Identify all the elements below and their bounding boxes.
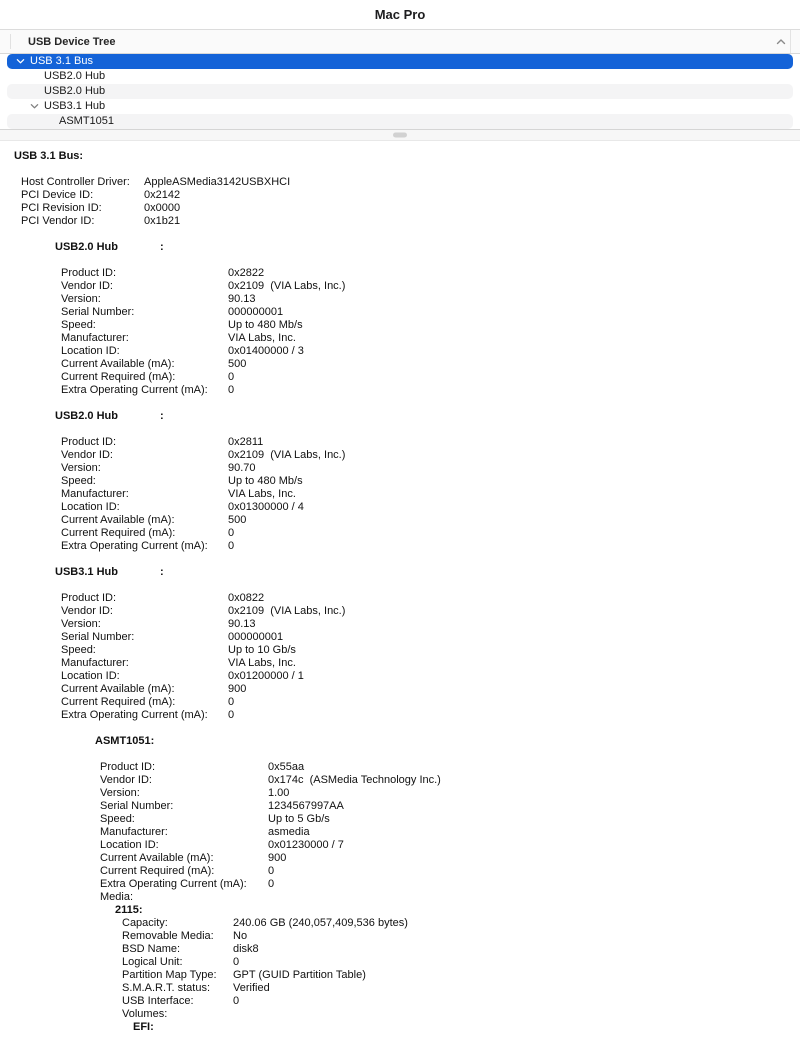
detail-label: Speed: [61, 319, 96, 331]
detail-heading: EFI: [133, 1021, 154, 1033]
detail-row [0, 878, 800, 891]
detail-value: 000000001 [228, 306, 284, 318]
detail-row [0, 358, 800, 371]
detail-value: 900 [228, 683, 247, 695]
detail-row [0, 345, 800, 358]
detail-value: 500 [228, 514, 247, 526]
detail-label: Serial Number: [61, 306, 135, 318]
detail-value: 0 [228, 709, 235, 721]
detail-row [0, 813, 800, 826]
detail-row [0, 865, 800, 878]
detail-row [0, 384, 800, 397]
detail-value: 900 [268, 852, 287, 864]
detail-label: Manufacturer: [61, 332, 129, 344]
detail-value: disk8 [233, 943, 259, 955]
detail-row [0, 969, 800, 982]
window-title: Mac Pro [374, 7, 426, 22]
tree-row-asmt1051[interactable] [7, 114, 793, 129]
detail-label: Manufacturer: [61, 657, 129, 669]
detail-row [0, 319, 800, 332]
detail-value: 0x2142 [144, 189, 181, 201]
detail-row [0, 787, 800, 800]
detail-value: 0x2109 (VIA Labs, Inc.) [228, 280, 346, 292]
detail-heading: USB2.0 Hub : [55, 241, 164, 253]
detail-label: Vendor ID: [61, 280, 113, 292]
detail-row [0, 215, 800, 228]
detail-label: Current Required (mA): [61, 696, 176, 708]
details-pane [0, 141, 800, 1044]
chevron-up-icon[interactable] [775, 30, 787, 53]
detail-value: 0 [228, 540, 235, 552]
detail-label: Current Available (mA): [61, 683, 175, 695]
detail-label: Product ID: [61, 267, 117, 279]
tree-row-label: USB 3.1 Bus [30, 55, 93, 67]
detail-row [0, 709, 800, 722]
tree-row-usb3-1-hub[interactable] [7, 99, 793, 114]
detail-label: Manufacturer: [100, 826, 168, 838]
detail-value: 0x01400000 / 3 [228, 345, 304, 357]
detail-value: 0 [233, 956, 240, 968]
tree-row-label: USB2.0 Hub [44, 70, 106, 82]
detail-label: Manufacturer: [61, 488, 129, 500]
detail-value: VIA Labs, Inc. [228, 488, 296, 500]
detail-value: Verified [233, 982, 270, 994]
detail-label: Current Required (mA): [61, 371, 176, 383]
header-right-divider [790, 30, 791, 53]
detail-value: Up to 10 Gb/s [228, 644, 296, 656]
splitter [0, 129, 800, 141]
detail-label: Location ID: [61, 345, 120, 357]
detail-row [0, 852, 800, 865]
detail-value: 90.13 [228, 293, 256, 305]
detail-value: GPT (GUID Partition Table) [233, 969, 366, 981]
detail-value: 0x2109 (VIA Labs, Inc.) [228, 449, 346, 461]
detail-row [0, 631, 800, 644]
chevron-down-icon[interactable] [14, 57, 26, 66]
header-divider [10, 34, 11, 49]
detail-value: VIA Labs, Inc. [228, 657, 296, 669]
detail-value: 0x2811 [228, 436, 264, 448]
detail-row [0, 280, 800, 293]
detail-value: 0 [228, 371, 235, 383]
detail-label: Extra Operating Current (mA): [61, 709, 208, 721]
detail-row [0, 696, 800, 709]
detail-label: Speed: [61, 475, 96, 487]
detail-label: Extra Operating Current (mA): [61, 384, 208, 396]
detail-label: Current Available (mA): [100, 852, 214, 864]
detail-label: Media: [100, 891, 134, 903]
detail-label: Speed: [61, 644, 96, 656]
tree-row-usb-3-1-bus[interactable] [7, 54, 793, 69]
detail-value: 0x2109 (VIA Labs, Inc.) [228, 605, 346, 617]
detail-label: Logical Unit: [122, 956, 183, 968]
spacer [0, 722, 800, 735]
detail-row [0, 475, 800, 488]
detail-label: Extra Operating Current (mA): [61, 540, 208, 552]
detail-value: Up to 5 Gb/s [268, 813, 330, 825]
tree-row-usb2-0-hub[interactable] [7, 84, 793, 99]
tree-row-label: ASMT1051 [59, 115, 115, 127]
detail-row [0, 839, 800, 852]
detail-value: Up to 480 Mb/s [228, 319, 303, 331]
detail-label: Product ID: [61, 436, 117, 448]
detail-row [0, 449, 800, 462]
detail-row [0, 930, 800, 943]
detail-row [0, 176, 800, 189]
detail-row [0, 1008, 800, 1021]
detail-heading: USB2.0 Hub : [55, 410, 164, 422]
detail-label: BSD Name: [122, 943, 181, 955]
detail-heading: USB3.1 Hub : [55, 566, 164, 578]
splitter-handle[interactable] [393, 133, 407, 138]
detail-value: AppleASMedia3142USBXHCI [144, 176, 291, 188]
detail-value: 0x0000 [144, 202, 181, 214]
detail-value: VIA Labs, Inc. [228, 332, 296, 344]
detail-row [0, 956, 800, 969]
detail-value: 0x2822 [228, 267, 265, 279]
detail-value: 1234567997AA [268, 800, 344, 812]
detail-heading: 2115: [115, 904, 143, 916]
detail-row [0, 670, 800, 683]
detail-label: Removable Media: [122, 930, 214, 942]
detail-row [0, 488, 800, 501]
detail-row [0, 293, 800, 306]
detail-label: Current Available (mA): [61, 514, 175, 526]
detail-row [0, 267, 800, 280]
detail-row [0, 995, 800, 1008]
detail-heading: USB 3.1 Bus: [14, 150, 84, 162]
detail-label: Current Available (mA): [61, 358, 175, 370]
detail-label: Location ID: [100, 839, 159, 851]
detail-heading-text: USB2.0 Hub [55, 410, 118, 422]
spacer [0, 553, 800, 566]
detail-heading-text: USB 3.1 Bus [14, 150, 80, 162]
detail-value: 1.00 [268, 787, 290, 799]
detail-row [0, 592, 800, 605]
detail-label: PCI Device ID: [21, 189, 94, 201]
detail-value: 000000001 [228, 631, 284, 643]
detail-value: 0 [228, 384, 235, 396]
detail-value: 90.13 [228, 618, 256, 630]
detail-row [0, 800, 800, 813]
detail-value: 0 [233, 995, 240, 1007]
detail-value: 0x01200000 / 1 [228, 670, 304, 682]
detail-row [0, 917, 800, 930]
detail-label: Version: [61, 462, 101, 474]
detail-label: Host Controller Driver: [21, 176, 130, 188]
detail-row [0, 436, 800, 449]
detail-heading: ASMT1051: [95, 735, 155, 747]
spacer [0, 163, 800, 176]
detail-label: Current Required (mA): [61, 527, 176, 539]
detail-label: PCI Revision ID: [21, 202, 102, 214]
detail-value: 500 [228, 358, 247, 370]
detail-row [0, 202, 800, 215]
detail-row [0, 982, 800, 995]
detail-label: Version: [61, 293, 101, 305]
detail-value: 0 [268, 878, 275, 890]
spacer [0, 748, 800, 761]
detail-row [0, 332, 800, 345]
section-title: USB Device Tree [28, 35, 116, 48]
detail-row [0, 774, 800, 787]
detail-label: Volumes: [122, 1008, 168, 1020]
detail-value: 0x55aa [268, 761, 305, 773]
detail-label: S.M.A.R.T. status: [122, 982, 211, 994]
detail-row [0, 943, 800, 956]
detail-value: 0 [268, 865, 275, 877]
spacer [0, 579, 800, 592]
detail-value: 0x0822 [228, 592, 265, 604]
detail-heading-text: ASMT1051 [95, 735, 151, 747]
detail-row [0, 371, 800, 384]
detail-label: Serial Number: [61, 631, 135, 643]
detail-row [0, 657, 800, 670]
detail-value: No [233, 930, 248, 942]
detail-label: Partition Map Type: [122, 969, 217, 981]
detail-row [0, 514, 800, 527]
detail-label: Version: [100, 787, 140, 799]
detail-label: Product ID: [100, 761, 156, 773]
detail-value: 0x174c (ASMedia Technology Inc.) [268, 774, 441, 786]
spacer [0, 254, 800, 267]
detail-value: Up to 480 Mb/s [228, 475, 303, 487]
detail-value: 0 [228, 527, 235, 539]
spacer [0, 397, 800, 410]
detail-label: PCI Vendor ID: [21, 215, 95, 227]
detail-value: 240.06 GB (240,057,409,536 bytes) [233, 917, 408, 929]
detail-row [0, 462, 800, 475]
detail-row [0, 644, 800, 657]
detail-value: 90.70 [228, 462, 256, 474]
detail-row [0, 826, 800, 839]
detail-label: Product ID: [61, 592, 117, 604]
detail-value: 0 [228, 696, 235, 708]
detail-row [0, 761, 800, 774]
detail-value: asmedia [268, 826, 310, 838]
detail-label: Current Required (mA): [100, 865, 215, 877]
detail-value: 0x01300000 / 4 [228, 501, 304, 513]
spacer [0, 228, 800, 241]
usb-device-tree-header [0, 29, 800, 54]
tree-row-usb2-0-hub[interactable] [7, 69, 793, 84]
detail-label: Capacity: [122, 917, 168, 929]
chevron-down-icon[interactable] [28, 102, 40, 111]
detail-value: 0x1b21 [144, 215, 181, 227]
detail-heading-text: EFI [133, 1021, 151, 1033]
detail-label: Vendor ID: [61, 605, 113, 617]
detail-row [0, 683, 800, 696]
detail-heading-text: 2115 [115, 904, 139, 916]
detail-row [0, 540, 800, 553]
detail-row [0, 501, 800, 514]
window-titlebar [0, 0, 800, 29]
detail-label: Extra Operating Current (mA): [100, 878, 247, 890]
detail-label: Vendor ID: [100, 774, 152, 786]
tree-row-label: USB3.1 Hub [44, 100, 106, 112]
detail-heading-text: USB2.0 Hub [55, 241, 118, 253]
detail-row [0, 618, 800, 631]
detail-label: Location ID: [61, 670, 120, 682]
spacer [0, 423, 800, 436]
detail-row [0, 605, 800, 618]
detail-row [0, 189, 800, 202]
detail-value: 0x01230000 / 7 [268, 839, 344, 851]
detail-label: Speed: [100, 813, 135, 825]
usb-device-tree-list [0, 54, 800, 129]
detail-label: Location ID: [61, 501, 120, 513]
detail-heading-text: USB3.1 Hub [55, 566, 118, 578]
detail-label: Vendor ID: [61, 449, 113, 461]
detail-label: Serial Number: [100, 800, 174, 812]
detail-row [0, 891, 800, 904]
detail-row [0, 527, 800, 540]
tree-row-label: USB2.0 Hub [44, 85, 106, 97]
detail-label: USB Interface: [122, 995, 194, 1007]
detail-row [0, 306, 800, 319]
detail-label: Version: [61, 618, 101, 630]
